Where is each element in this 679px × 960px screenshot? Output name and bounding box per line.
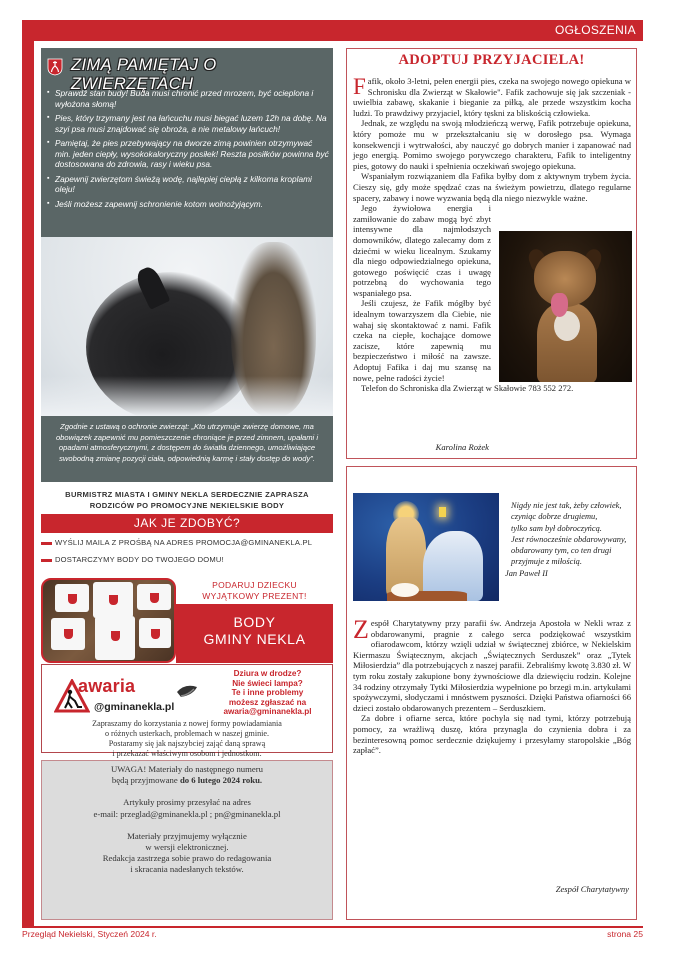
warn-line: Nie świeci lampa? [232,678,303,688]
awaria-email-link[interactable]: awaria@gminanekla.pl [223,707,312,717]
adopt-article [346,48,637,459]
bodysuit-shape [55,584,89,612]
bodysuit-shape [137,584,171,610]
awaria-report-box [41,664,333,758]
adopt-title: ADOPTUJ PRZYJACIELA! [398,52,585,68]
nativity-scene-image [353,493,499,601]
gift-line: PODARUJ DZIECKU [212,580,297,590]
notice-emails[interactable]: e-mail: przeglad@gminanekla.pl ; pn@gminanekla.pl [93,808,281,819]
quote-line: czyniąc dobrze drugiemu, [511,512,598,522]
winter-title: ZIMĄ PAMIĘTAJ O ZWIERZĘTACH [71,56,217,93]
step-delivery [41,555,333,564]
baby-shape [391,583,419,597]
awaria-warning-text [205,669,330,717]
winter-tip: ▪ Jeśli możesz zapewnij schronienie kotom wolnożyjącym. [47,199,330,210]
bodysuit-shape [139,618,171,648]
left-accent-bar [22,20,34,926]
how-to-get-banner: JAK JE ZDOBYĆ? [41,514,333,533]
invite-line: RODZICÓW PO PROMOCYJNE NEKIELSKIE BODY [89,500,285,510]
dash-icon [41,559,52,562]
gift-text [176,580,333,601]
john-paul-quote [505,500,629,579]
section-header-bar [22,20,643,41]
warn-line: możesz zgłaszać na [228,697,307,707]
quote-line: przyjmuje z miłością. [511,557,582,567]
winter-tips-list [47,88,330,213]
snow-shape [41,376,333,416]
paragraph: Jego żywiołowa energia i zamiłowanie do zabaw mogą być zbyt intensywne dla najmłodszych domowników, dlatego zalecamy dom z dziećmi w wieku licealnym. Szukamy dla niego odpowiedzialnego opiekuna, gotowego poświęcić czas i uwagę potrzebną do wychowania tego wspaniałego psa. [353,203,491,298]
band-line: GMINY NEKLA [203,631,306,647]
paragraph: espół Charytatywny przy parafii św. Andrzeja Apostoła w Nekli wraz z obdarowanymi, pragnie z całego serca podziękować wszystkim ofiarodawcom, którzy wzięli udział w świątecznej zbiórce, w Nekielskim Kiermaszu Świątecznym, akcjach „Świątecznych Serduszek” oraz „Tytek Miłosierdzia” dla potrzebujących z naszej parafii. Zebraliśmy kwotę 3.830 zł. W tym roku zostały zakupione bony żywnościowe dla dziewięciu rodzin. Kolejne 34 rodziny otrzymały Tytki Miłosierdzia wypełnione po brzegi m.in. artykułami spożywczymi, słodyczami i mnóstwem pyszności. Dzięki Państwa ofiarności 66 dzieci zostało obdarowanych prezentem – Serduszkiem. [353,618,631,713]
step-send-email [41,538,333,547]
quote-line: Jest równocześnie obdarowywany, [511,534,627,544]
dash-icon [41,542,52,545]
baby-bodysuits-photo [41,578,176,663]
invite-line: BURMISTRZ MIASTA I GMINY NEKLA SERDECZNIE ZAPRASZA [65,490,309,499]
step-text: WYŚLIJ MAILA Z PROŚBĄ NA ADRES PROMOCJA@GMINANEKLA.PL [55,538,313,547]
animal-protection-law-quote: Zgodnie z ustawą o ochronie zwierząt: „Kto utrzymuje zwierzę domowe, ma obowiązek zapewnić mu pomieszczenie chroniące je przed zimnem, upałami i opadami atmosferycznymi, z dostępem do światła dziennego, umożliwiające swobodną zmianę pozycji ciała, odpowiednią karmę i stały dostęp do wody”. [41,416,333,482]
quote-line: obdarowany tym, co ten drugi [511,546,612,556]
page-number: strona 25 [607,929,643,939]
footer-rule [22,926,643,928]
warn-line: Dziura w drodze? [233,669,302,678]
quote-line: Nigdy nie jest tak, żeby człowiek, [511,501,622,510]
lantern-shape [439,507,446,517]
paragraph: Jednak, ze względu na swoją młodzieńczą werwę, Fafik potrzebuje opiekuna, który pomoże mu w przekształcaniu się w dorosłego psa. Wymaga konsekwencji i wytrwałości, aby nauczyć go dobrych manier i zapanować nad jego energią. Pomimo swojego porywczego charakteru, Fafik to inteligentny pies, gotowy do nauki i spełnienia oczekiwań swojego opiekuna. [353,118,631,171]
desc-line: o różnych usterkach, problemach w naszej gminie. [104,729,270,738]
quote-author: Jan Paweł II [505,568,548,578]
step-text: DOSTARCZYMY BODY DO TWOJEGO DOMU! [55,555,224,564]
body-gminy-nekla-banner [176,604,333,663]
phone-paragraph: Telefon do Schroniska dla Zwierząt w Skałowie 783 552 272. [361,383,574,394]
dropcap: F [353,74,366,99]
notice-line: i skracania nadesłanych tekstów. [130,864,244,875]
notice-line: w wersji elektronicznej. [145,842,229,853]
bodysuit-shape [51,618,85,650]
winter-animals-panel [41,48,333,237]
notice-line: Redakcja zastrzega sobie prawo do redagowania [102,853,272,864]
notice-line: UWAGA! Materiały do następnego numeru [111,764,263,774]
winter-tip: ▪ Pies, który trzymany jest na łańcuchu musi biegać luzem 12h na dobę. Na szyi psa musi znajdować się obroża, a nie metalowy łańcuch! [47,113,330,134]
adopt-article-body [353,76,631,394]
paragraph: Jeśli czujesz, że Fafik mógłby być idealnym towarzyszem dla Ciebie, nie wahaj się skontaktować z nami. Fafik czeka na ciepłe, kochające domowe zacisze, które zapewnią mu bezpieczeństwo i miłość na zawsze. Adoptuj Fafika i daj mu szansę na nowe, pełne radości życie! [353,298,491,383]
street-lamp-icon [175,683,199,701]
paragraph: Za dobre i ofiarne serca, które pochyla się nad tymi, którzy potrzebują pomocy, za wrażliwą duszę, która przynagla do czynienia dobra i za bezinteresowną pomoc serdecznie dziękujemy i przesyłamy staropolskie „Bóg zapłać”. [353,713,631,756]
dog-and-cat-in-snow-photo [41,237,333,416]
winter-tip: ▪ Pamiętaj, że pies przebywający na dworze zimą powinien otrzymywać min. jeden ciepły, wysokokaloryczny posiłek! Reszta posiłków powinna być dostosowana do zdrowia, rasy i wieku psa. [47,138,330,170]
adopt-author: Karolina Rożek [435,442,489,452]
warn-line: Te i inne problemy [231,688,304,698]
nekla-crest-icon [47,58,63,76]
charity-thanks-article [346,466,637,920]
bodysuit-shape [93,582,133,618]
awaria-logo-word: awaria [78,676,136,696]
winter-tip: ▪ Sprawdź stan budy! Buda musi chronić przed mrozem, być ocieplona i wyłożona słomą! [47,88,330,109]
notice-line: Materiały przyjmujemy wyłącznie [127,830,247,841]
desc-line: Postaramy się jak najszybciej zająć daną sprawą [108,739,266,748]
notice-line: Artykuły prosimy przesyłać na adres [123,797,251,808]
gift-line: WYJĄTKOWY PREZENT! [202,590,307,601]
band-line: BODY [233,614,276,630]
dog-tongue-shape [551,293,568,317]
awaria-description [46,719,328,759]
awaria-logo-domain: @gminanekla.pl [94,701,175,713]
desc-line: i przekazać właściwym osobom i jednostkom. [112,749,262,758]
body-invite-text [41,490,333,511]
desc-line: Zapraszamy do korzystania z nowej formy powiadamiania [92,719,282,728]
paragraph: afik, około 3-letni, pełen energii pies, czeka na swojego nowego opiekuna w Schronisku dla Zwierząt w Skałowie". Fafik zachowuje się jak szczeniak - uwielbia zabawę, skakanie i bieganie za piłką, ale przede wszystkim kocha ludzi. To prawdziwy przyjaciel, który tęskni za bliskością człowieka. [353,76,631,118]
notice-line: będą przyjmowane [111,775,180,786]
awaria-logo [54,675,194,719]
charity-author: Zespół Charytatywny [555,884,629,894]
section-title: OGŁOSZENIA [554,23,636,37]
fafik-dog-photo [499,231,632,382]
submission-notice-box [41,760,333,920]
notice-deadline: do 6 lutego 2024 roku. [179,775,263,786]
dropcap: Z [353,615,369,644]
publication-name: Przegląd Nekielski, Styczeń 2024 r. [22,929,157,939]
body-promo-section [41,578,333,663]
quote-line: tylko sam był dobroczyńcą. [511,523,602,533]
winter-tip: ▪ Zapewnij zwierzętom świeżą wodę, najlepiej ciepłą z kilkoma kroplami oleju! [47,174,330,195]
charity-article-body [353,615,631,756]
paragraph: Wspaniałym rozwiązaniem dla Fafika byłby dom z aktywnym trybem życia. Cieszy się, gdy może spędzać czas na świeżym powietrzu, dlatego regularne spacery, zabawy i nowe wyzwania będą dla niego niezwykle ważne. [353,171,631,203]
bodysuit-shape [95,616,135,660]
